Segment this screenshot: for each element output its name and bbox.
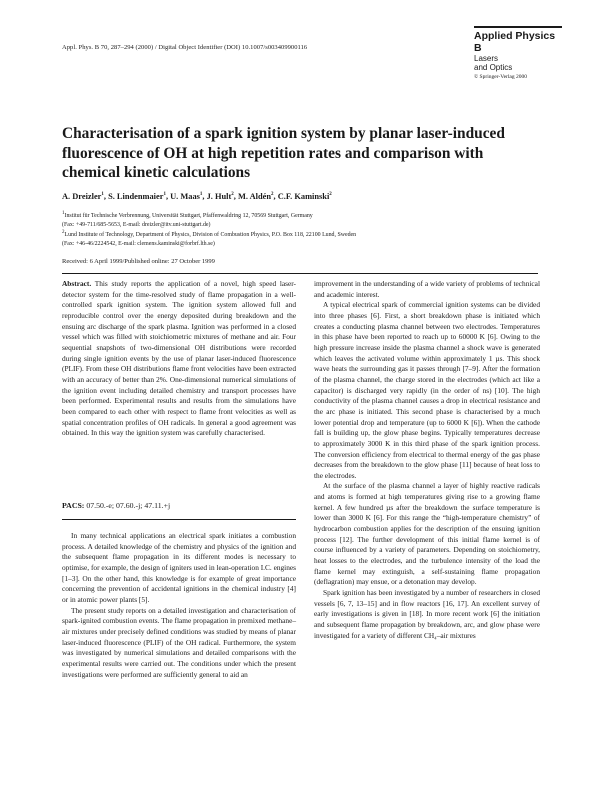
author-separator: , [202,192,207,201]
brand-rule [474,26,562,28]
pacs-codes: 07.50.-e; 07.60.-j; 47.11.+j [86,501,171,510]
right-paragraph-0: improvement in the understanding of a wide variety of problems of technical and academic interest. [314,279,540,299]
abstract-label: Abstract. [62,279,92,288]
pacs-label: PACS: [62,501,85,510]
copyright-notice: © Springer-Verlag 2000 [474,73,527,80]
body-right-column [314,279,540,641]
right-paragraph-3: Spark ignition has been investigated by a number of researchers in closed vessels [6, 7, 13–15] and in flow reactors [16, 17]. An excellent survey of early investigations is given in [18]. In more recent work [6] the initiation and subsequent flame propagation by breakdown, arc, and glow phase were investigated for a variety of different CH₄–air mixtures [314,588,540,640]
author-separator: , [165,192,171,201]
right-paragraph-1: A typical electrical spark of commercial ignition systems can be divided into three phases [6]. First, a short breakdown phase is initiated which creates a conducting plasma channel between two electrodes. Temperatures in this phase have been reported to reach up to 60000 K [6]. Owing to the high pressure increase inside the plasma channel a shock wave is generated which leaves the activated volume within approximately 1 µs. This shock wave heats the surrounding gas it passes through [7–9]. After the formation of the plasma channel, the charge stored in the electrodes (which act like a capacitor) is discharged very rapidly (in the order of ns) [10]. The high conductivity of the plasma channel causes a drop in electrical resistance and the arc phase is initiated. This second phase is characterised by a much lower potential drop and temperature (up to 6000 K [6]). When the cathode fall is building up, the glow phase begins. Typically temperatures decrease to approximately 3000 K in this third phase of the spark ignition process. The conversion efficiency from electrical to thermal energy of the gas phase decreases from the breakdown to the glow phase [11] because of heat loss to the electrodes. [314,300,540,480]
abstract [62,279,296,439]
right-paragraph-2: At the surface of the plasma channel a layer of highly reactive radicals and atoms is formed at high temperatures giving rise to a growing flame kernel. A few hundred µs after the breakdown the surface temperature is lower than 3000 K [6]. For this range the “high-temperature chemistry” of hydrocarbon combustion applies for the description of the ensuing ignition process [12]. The further development of this initial flame kernel is of course influenced by a variety of parameters. Depending on stoichiometry, heat losses to the electrodes, and the turbulence intensity of the load the flame kernel may extinguish, a self-sustaining flame propagation (deflagration) may ensue, or a detonation may develop. [314,481,540,587]
affiliation-2-number: 2 [62,230,65,236]
abstract-text: This study reports the application of a novel, high speed laser-detector system for the time-resolved study of flame propagation in a well-controlled spark ignition system. The ignition system allowed full and reproducible control over the energy deposited during breakdown and the ensuing arc discharge of the spark plasma. Ignition was performed in a closed vessel which was filled with stoichiometric mixtures of methane and air. Four sequential snapshots of two-dimensional OH distributions were recorded during single ignition events by the use of planar laser-induced fluorescence (PLIF). From these OH distributions flame front velocities have been extracted with an accuracy of better than 2%. One-dimensional numerical simulations of the ignition event including detailed chemistry and transport processes have been performed. Experimental results and results from the simulations have been compared to each other with respect to flame front velocities as well as spatial concentration profiles of OH radicals. In general a good agreement was obtained. In this way the ignition system was carefully characterised. [62,279,296,438]
author-list [62,192,542,201]
journal-subtitle-line2: and Optics [474,63,513,72]
author-name: A. Dreizler [62,192,102,201]
author-affiliation-mark: 1 [163,192,166,198]
affiliation-2 [62,231,542,249]
journal-reference: Appl. Phys. B 70, 287–294 (2000) / Digital Object Identifier (DOI) 10.1007/s003409900116 [62,44,308,51]
author-name: J. Hult [206,192,232,201]
journal-brand [474,26,562,82]
pacs [62,501,170,510]
affiliation-2-text: Lund Institute of Technology, Department of Physics, Division of Combustion Physics, P.O. Box 118, 22100 Lund, Sweden [64,232,357,238]
author-affiliation-mark: 2 [271,192,274,198]
journal-title: Applied Physics B [474,29,556,54]
author-affiliation-mark: 1 [199,192,203,198]
affiliation-1 [62,212,542,230]
author-affiliation-mark: 2 [231,192,234,198]
author-affiliation-mark: 1 [101,192,104,198]
intro-paragraph-1: In many technical applications an electrical spark initiates a combustion process. A detailed knowledge of the chemistry and physics of the ignition and the subsequent flame propagation in its different modes is necessary to optimise, for example, the design of igniters used in lean-operation I.C. engines [1–3]. On the other hand, this knowledge is for example of great importance concerning the prevention of accidental ignitions in the chemical industry [4] or in atomic power plants [5]. [62,531,296,604]
affiliation-1-contact: (Fax: +49-711/685-5653, E-mail: dreizler@itv.uni-stuttgart.de) [62,222,211,228]
author-name: U. Maas [170,192,200,201]
journal-subtitle-line1: Lasers [474,53,499,63]
abstract-rule [62,519,296,520]
intro-paragraph-2: The present study reports on a detailed investigation and characterisation of spark-ignited combustion events. The flame propagation in premixed methane–air mixtures under precisely defined conditions was studied by means of planar laser-induced fluorescence (PLIF) of the OH radical. Furthermore, the system was investigated by numerical simulations and detailed comparisons with the experimental results were carried out. The conditions under which the present investigations were performed are sufficiently general to aid an [62,605,296,679]
affiliation-2-contact: (Fax: +46-46/2224542, E-mail: clemens.kaminski@forbrf.lth.se) [62,241,215,247]
paper-title: Characterisation of a spark ignition system by planar laser-induced fluorescence of OH at high repetition rates and comparison with chemical kinetic calculations [62,125,505,182]
author-separator: , [233,192,238,201]
received-date: Received: 6 April 1999/Published online: 27 October 1999 [62,258,215,265]
author-name: M. Aldén [237,192,271,201]
header-rule [62,273,538,274]
author-separator: , [273,192,278,201]
author-name: S. Lindenmaier [108,192,164,201]
author-separator: , [103,192,109,201]
affiliation-1-text: Institut für Technische Verbrennung, Universität Stuttgart, Pfaffenwaldring 12, 70569 Stuttgart, Germany [64,213,313,219]
author-affiliation-mark: 2 [329,192,332,198]
author-name: C.F. Kaminski [277,192,330,201]
affiliation-1-number: 1 [62,211,65,217]
introduction [62,531,296,680]
